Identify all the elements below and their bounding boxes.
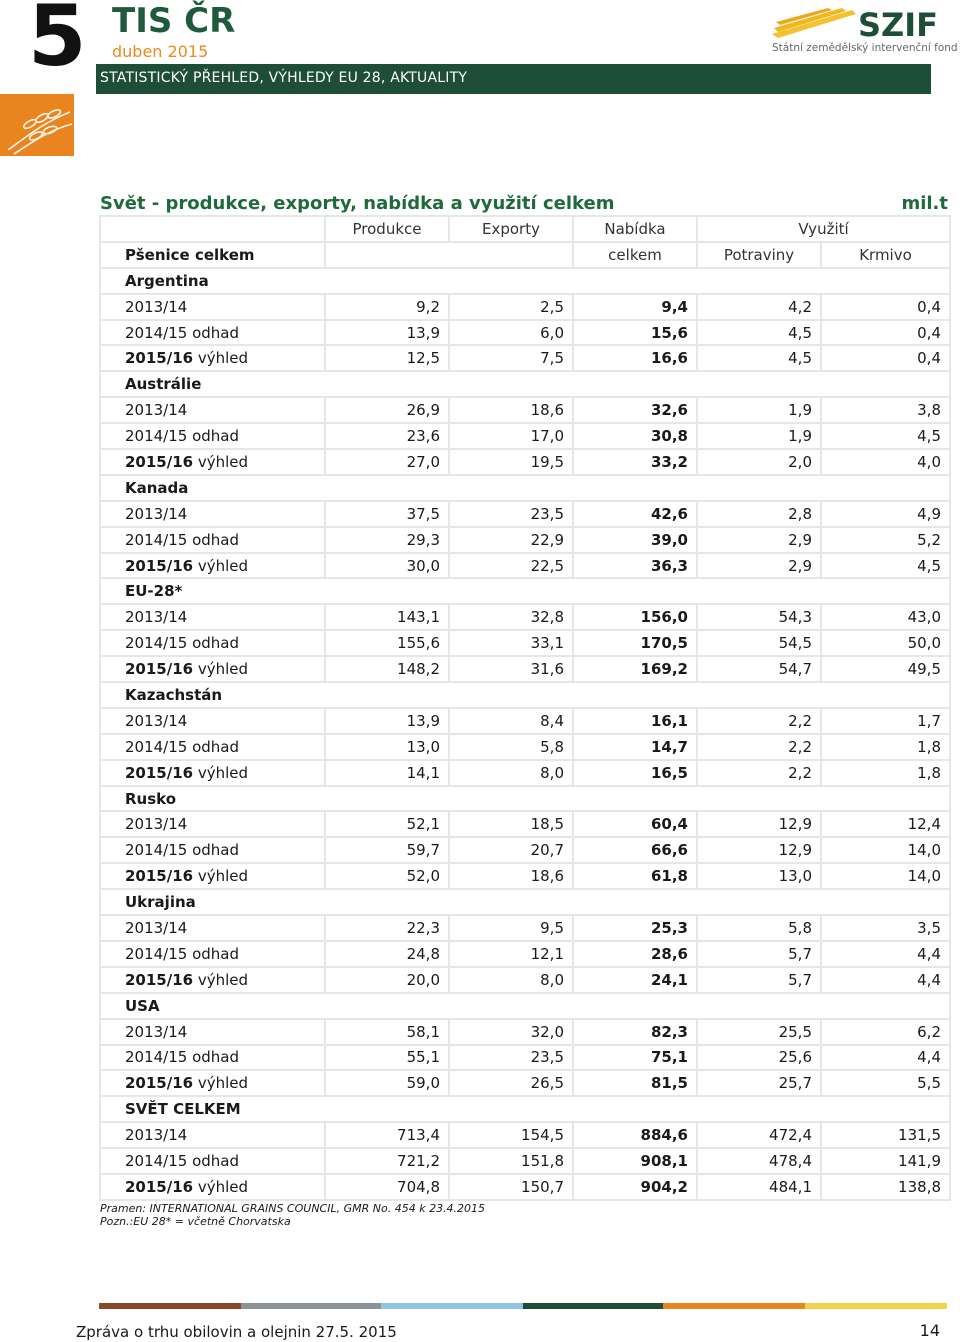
- cell-value: 4,5: [697, 345, 821, 371]
- cell-value: 28,6: [573, 941, 697, 967]
- cell-value: 75,1: [573, 1045, 697, 1071]
- table-row: [100, 811, 950, 837]
- row-label: [100, 1174, 325, 1200]
- cell-value: 25,6: [697, 1045, 821, 1071]
- cell-value: 16,5: [573, 760, 697, 786]
- row-label: [100, 1070, 325, 1096]
- cell-value: 33,2: [573, 449, 697, 475]
- table-row: [100, 941, 950, 967]
- table-row: [100, 1122, 950, 1148]
- row-suffix: výhled: [193, 349, 249, 368]
- col-vyuziti: Využití: [697, 216, 950, 242]
- row-label: [100, 294, 325, 320]
- cell-value: 169,2: [573, 656, 697, 682]
- table-row: [100, 967, 950, 993]
- cell-value: 39,0: [573, 527, 697, 553]
- cell-value: 4,0: [821, 449, 950, 475]
- row-year: 2013/14: [125, 1022, 188, 1041]
- section-title: Svět - produkce, exporty, nabídka a využití celkem: [100, 193, 615, 214]
- table-row: [100, 527, 950, 553]
- table-row: [100, 423, 950, 449]
- row-suffix: výhled: [193, 1177, 249, 1196]
- country-row: Austrálie: [100, 371, 950, 397]
- eu-note: Pozn.:EU 28* = včetně Chorvatska: [100, 1215, 291, 1228]
- country-row: Kanada: [100, 475, 950, 501]
- cell-value: 1,9: [697, 397, 821, 423]
- cell-value: 13,0: [325, 734, 449, 760]
- row-year: 2013/14: [125, 297, 188, 316]
- cell-value: 904,2: [573, 1174, 697, 1200]
- publication-title: TIS ČR: [112, 1, 236, 41]
- header-empty: [100, 216, 325, 242]
- cell-value: 32,0: [449, 1019, 573, 1045]
- cell-value: 27,0: [325, 449, 449, 475]
- cell-value: 5,7: [697, 967, 821, 993]
- row-year: 2014/15 odhad: [125, 737, 240, 756]
- cell-value: 4,9: [821, 501, 950, 527]
- row-year: 2014/15 odhad: [125, 1048, 240, 1067]
- cell-value: 156,0: [573, 604, 697, 630]
- cell-value: 12,4: [821, 811, 950, 837]
- cell-value: 3,5: [821, 915, 950, 941]
- cell-value: 4,2: [697, 294, 821, 320]
- cell-value: 52,0: [325, 863, 449, 889]
- row-label: [100, 449, 325, 475]
- row-label: [100, 656, 325, 682]
- cell-value: 13,9: [325, 320, 449, 346]
- cell-value: 20,0: [325, 967, 449, 993]
- cell-value: 2,0: [697, 449, 821, 475]
- footer-stripe-brown: [99, 1303, 241, 1309]
- cell-value: 4,5: [697, 320, 821, 346]
- table-row: [100, 630, 950, 656]
- cell-value: 150,7: [449, 1174, 573, 1200]
- row-year: 2014/15 odhad: [125, 634, 240, 653]
- col-nabidka: Nabídka: [573, 216, 697, 242]
- cell-value: 155,6: [325, 630, 449, 656]
- footer-title: Zpráva o trhu obilovin a olejnin 27.5. 2015: [76, 1323, 397, 1341]
- cell-value: 26,5: [449, 1070, 573, 1096]
- cell-value: 32,8: [449, 604, 573, 630]
- wheat-table: [99, 215, 951, 1201]
- cell-value: 0,4: [821, 294, 950, 320]
- cell-value: 14,0: [821, 837, 950, 863]
- cell-value: 713,4: [325, 1122, 449, 1148]
- cell-value: 2,2: [697, 708, 821, 734]
- cell-value: 2,9: [697, 527, 821, 553]
- row-year: 2015/16: [125, 452, 194, 471]
- cell-value: 20,7: [449, 837, 573, 863]
- row-label: [100, 604, 325, 630]
- cell-value: 478,4: [697, 1148, 821, 1174]
- cell-value: 4,4: [821, 967, 950, 993]
- country-row: Kazachstán: [100, 682, 950, 708]
- cell-value: 36,3: [573, 553, 697, 579]
- row-year: 2013/14: [125, 608, 188, 627]
- row-year: 2015/16: [125, 349, 194, 368]
- row-label: [100, 501, 325, 527]
- country-row: USA: [100, 993, 950, 1019]
- cell-value: 59,7: [325, 837, 449, 863]
- table-row: [100, 345, 950, 371]
- row-suffix: výhled: [193, 867, 249, 886]
- row-year: 2013/14: [125, 504, 188, 523]
- cell-value: 54,7: [697, 656, 821, 682]
- row-year: 2013/14: [125, 815, 188, 834]
- cell-value: 5,8: [697, 915, 821, 941]
- cell-value: 59,0: [325, 1070, 449, 1096]
- table-row: [100, 397, 950, 423]
- cell-value: 8,0: [449, 760, 573, 786]
- row-label: [100, 708, 325, 734]
- cell-value: 30,8: [573, 423, 697, 449]
- cell-value: 19,5: [449, 449, 573, 475]
- table-row: [100, 863, 950, 889]
- cell-value: 8,0: [449, 967, 573, 993]
- row-year: 2015/16: [125, 1177, 194, 1196]
- cell-value: 50,0: [821, 630, 950, 656]
- cell-value: 15,6: [573, 320, 697, 346]
- cell-value: 14,1: [325, 760, 449, 786]
- row-label: [100, 837, 325, 863]
- row-year: 2014/15 odhad: [125, 1152, 240, 1170]
- cell-value: 1,8: [821, 760, 950, 786]
- cell-value: 148,2: [325, 656, 449, 682]
- country-row: Argentina: [100, 268, 950, 294]
- cell-value: 33,1: [449, 630, 573, 656]
- row-year: 2013/14: [125, 1126, 188, 1145]
- cell-value: 12,5: [325, 345, 449, 371]
- table-row: [100, 656, 950, 682]
- cell-value: 58,1: [325, 1019, 449, 1045]
- unit-label: mil.t: [901, 193, 948, 214]
- table-row: [100, 837, 950, 863]
- table-row: [100, 760, 950, 786]
- row-label: [100, 1045, 325, 1071]
- cell-value: 81,5: [573, 1070, 697, 1096]
- cell-value: 66,6: [573, 837, 697, 863]
- header-bar: [96, 64, 931, 94]
- table-row: [100, 294, 950, 320]
- page-number: 14: [919, 1321, 940, 1340]
- source-note: Pramen: INTERNATIONAL GRAINS COUNCIL, GMR No. 454 k 23.4.2015: [100, 1202, 486, 1215]
- footer-stripe-green: [523, 1303, 663, 1309]
- row-label: [100, 1122, 325, 1148]
- row-suffix: výhled: [193, 556, 249, 575]
- cell-value: 7,5: [449, 345, 573, 371]
- cell-value: 9,5: [449, 915, 573, 941]
- row-label: [100, 1148, 325, 1174]
- cell-value: 2,2: [697, 760, 821, 786]
- row-label: [100, 1019, 325, 1045]
- issue-number: 5: [28, 0, 87, 85]
- cell-value: 24,8: [325, 941, 449, 967]
- cell-value: 22,9: [449, 527, 573, 553]
- cell-value: 60,4: [573, 811, 697, 837]
- table-row: [100, 915, 950, 941]
- col-produkce: Produkce: [325, 216, 449, 242]
- col-potraviny: Potraviny: [697, 242, 821, 268]
- country-row: Ukrajina: [100, 889, 950, 915]
- cell-value: 55,1: [325, 1045, 449, 1071]
- cell-value: 2,9: [697, 553, 821, 579]
- table-row: [100, 708, 950, 734]
- row-label: [100, 553, 325, 579]
- cell-value: 18,6: [449, 397, 573, 423]
- cell-value: 17,0: [449, 423, 573, 449]
- cell-value: 16,1: [573, 708, 697, 734]
- cell-value: 5,5: [821, 1070, 950, 1096]
- cell-value: 143,1: [325, 604, 449, 630]
- cell-value: 23,5: [449, 1045, 573, 1071]
- cell-value: 6,2: [821, 1019, 950, 1045]
- cell-value: 2,2: [697, 734, 821, 760]
- cell-value: 18,6: [449, 863, 573, 889]
- cell-value: 4,5: [821, 423, 950, 449]
- footer-stripe-yellow: [805, 1303, 947, 1309]
- cell-value: 13,9: [325, 708, 449, 734]
- cell-value: 154,5: [449, 1122, 573, 1148]
- cell-value: 1,9: [697, 423, 821, 449]
- cell-value: 884,6: [573, 1122, 697, 1148]
- cell-value: 24,1: [573, 967, 697, 993]
- cell-value: 704,8: [325, 1174, 449, 1200]
- cell-value: 4,4: [821, 941, 950, 967]
- cell-value: 908,1: [573, 1148, 697, 1174]
- footer-stripe-blue: [381, 1303, 523, 1309]
- row-year: 2015/16: [125, 660, 194, 679]
- row-label: [100, 915, 325, 941]
- row-year: 2015/16: [125, 970, 194, 989]
- table-row: [100, 734, 950, 760]
- cell-value: 721,2: [325, 1148, 449, 1174]
- table-row: [100, 320, 950, 346]
- cell-value: 151,8: [449, 1148, 573, 1174]
- cell-value: 13,0: [697, 863, 821, 889]
- row-label: [100, 397, 325, 423]
- cell-value: 14,0: [821, 863, 950, 889]
- table-notes: [100, 1202, 485, 1228]
- cell-value: 32,6: [573, 397, 697, 423]
- cell-value: 3,8: [821, 397, 950, 423]
- cell-value: 37,5: [325, 501, 449, 527]
- row-label: [100, 527, 325, 553]
- cell-value: 82,3: [573, 1019, 697, 1045]
- row-label: [100, 811, 325, 837]
- cell-value: 138,8: [821, 1174, 950, 1200]
- footer-stripe-gray: [241, 1303, 381, 1309]
- header-subtitle: STATISTICKÝ PŘEHLED, VÝHLEDY EU 28, AKTUALITY: [100, 70, 468, 86]
- row-label: [100, 630, 325, 656]
- cell-value: 0,4: [821, 320, 950, 346]
- table-row: [100, 1045, 950, 1071]
- cell-value: 1,8: [821, 734, 950, 760]
- cell-value: 43,0: [821, 604, 950, 630]
- country-row: EU-28*: [100, 578, 950, 604]
- col-exporty: Exporty: [449, 216, 573, 242]
- cell-value: 23,6: [325, 423, 449, 449]
- cell-value: 2,5: [449, 294, 573, 320]
- cell-value: 25,3: [573, 915, 697, 941]
- table-row: [100, 1070, 950, 1096]
- row-year: 2015/16: [125, 763, 194, 782]
- row-year: 2013/14: [125, 401, 188, 420]
- cell-value: 2,8: [697, 501, 821, 527]
- row-year: 2014/15 odhad: [125, 944, 240, 963]
- cell-value: 9,2: [325, 294, 449, 320]
- cell-value: 141,9: [821, 1148, 950, 1174]
- cell-value: 12,9: [697, 811, 821, 837]
- row-year: 2014/15 odhad: [125, 427, 240, 446]
- table-row: [100, 1174, 950, 1200]
- col-krmivo: Krmivo: [821, 242, 950, 268]
- cell-value: 4,5: [821, 553, 950, 579]
- szif-logo-text: SZIF: [858, 6, 939, 44]
- cell-value: 472,4: [697, 1122, 821, 1148]
- row-suffix: výhled: [193, 763, 249, 782]
- cell-value: 22,5: [449, 553, 573, 579]
- table-row: [100, 604, 950, 630]
- row-year: 2014/15 odhad: [125, 530, 240, 549]
- row-year: 2015/16: [125, 1074, 194, 1093]
- cell-value: 29,3: [325, 527, 449, 553]
- row-suffix: výhled: [193, 1074, 249, 1093]
- cell-value: 61,8: [573, 863, 697, 889]
- cell-value: 16,6: [573, 345, 697, 371]
- row-label: [100, 967, 325, 993]
- cell-value: 18,5: [449, 811, 573, 837]
- cell-value: 131,5: [821, 1122, 950, 1148]
- publication-date: duben 2015: [112, 42, 209, 61]
- table-main-label: Pšenice celkem: [100, 242, 325, 268]
- cell-value: 12,9: [697, 837, 821, 863]
- row-year: 2014/15 odhad: [125, 841, 240, 860]
- col-celkem: celkem: [573, 242, 697, 268]
- cell-value: 484,1: [697, 1174, 821, 1200]
- cell-value: 26,9: [325, 397, 449, 423]
- table-row: [100, 501, 950, 527]
- szif-logo-subtitle: Státní zemědělský intervenční fond: [772, 42, 958, 54]
- cell-value: 9,4: [573, 294, 697, 320]
- row-year: 2015/16: [125, 867, 194, 886]
- table-row: [100, 553, 950, 579]
- row-label: [100, 863, 325, 889]
- row-label: [100, 941, 325, 967]
- cell-value: 1,7: [821, 708, 950, 734]
- cell-value: 54,5: [697, 630, 821, 656]
- cell-value: 14,7: [573, 734, 697, 760]
- cell-value: 52,1: [325, 811, 449, 837]
- table-row: [100, 1019, 950, 1045]
- szif-logo-stripes: [772, 8, 856, 40]
- row-label: [100, 423, 325, 449]
- cell-value: 0,4: [821, 345, 950, 371]
- country-row: Rusko: [100, 786, 950, 812]
- cell-value: 42,6: [573, 501, 697, 527]
- row-label: [100, 320, 325, 346]
- cell-value: 23,5: [449, 501, 573, 527]
- row-year: 2013/14: [125, 711, 188, 730]
- row-year: 2013/14: [125, 918, 188, 937]
- szif-logo: [772, 6, 958, 58]
- cell-value: 170,5: [573, 630, 697, 656]
- cell-value: 12,1: [449, 941, 573, 967]
- row-suffix: výhled: [193, 970, 249, 989]
- cell-value: 25,5: [697, 1019, 821, 1045]
- row-year: 2014/15 odhad: [125, 323, 240, 342]
- cell-value: 22,3: [325, 915, 449, 941]
- cell-value: 5,7: [697, 941, 821, 967]
- header-blank: [325, 242, 573, 268]
- cell-value: 6,0: [449, 320, 573, 346]
- wheat-icon: [0, 94, 74, 156]
- row-label: [100, 760, 325, 786]
- row-label: [100, 734, 325, 760]
- cell-value: 30,0: [325, 553, 449, 579]
- row-label: [100, 345, 325, 371]
- cell-value: 25,7: [697, 1070, 821, 1096]
- cell-value: 49,5: [821, 656, 950, 682]
- cell-value: 8,4: [449, 708, 573, 734]
- table-row: [100, 1148, 950, 1174]
- cell-value: 4,4: [821, 1045, 950, 1071]
- cell-value: 5,8: [449, 734, 573, 760]
- cell-value: 31,6: [449, 656, 573, 682]
- country-row: SVĚT CELKEM: [100, 1096, 950, 1122]
- cell-value: 54,3: [697, 604, 821, 630]
- cell-value: 5,2: [821, 527, 950, 553]
- row-year: 2015/16: [125, 556, 194, 575]
- footer-stripe-orange: [663, 1303, 805, 1309]
- table-row: [100, 449, 950, 475]
- row-suffix: výhled: [193, 452, 249, 471]
- row-suffix: výhled: [193, 660, 249, 679]
